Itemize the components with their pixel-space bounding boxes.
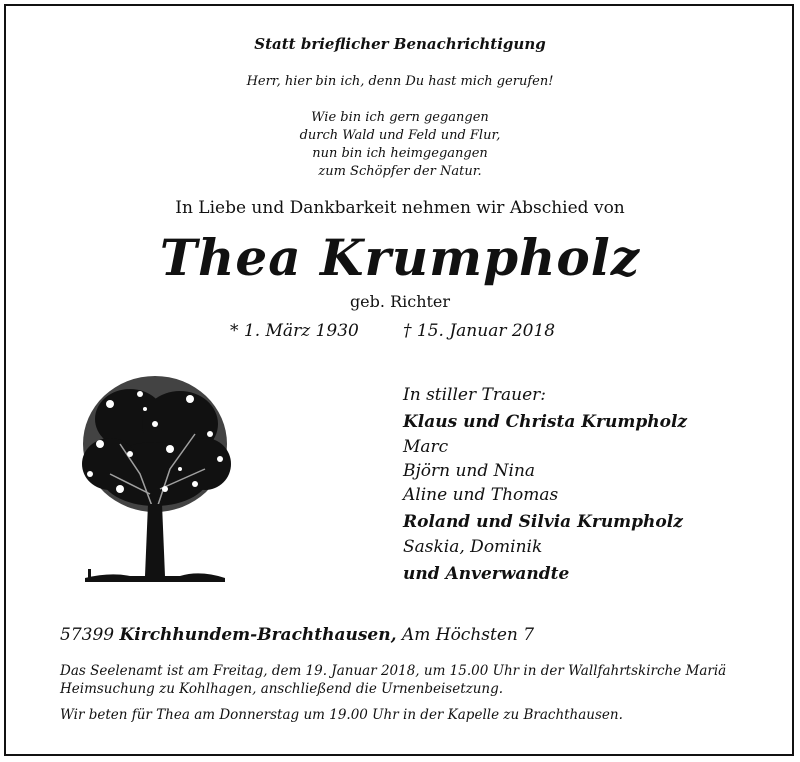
relatives-line: und Anverwandte xyxy=(403,564,570,584)
address-street: Am Höchsten 7 xyxy=(401,625,535,645)
mass-notice: Das Seelenamt ist am Freitag, dem 19. Januar 2018, um 15.00 Uhr in der Wallfahrtskirche Mariä Heimsuchung zu Kohlhagen, anschließend die Urnenbeisetzung. xyxy=(60,663,727,697)
family-member: Aline und Thomas xyxy=(403,485,559,505)
verse-stanza-line: durch Wald und Feld und Flur, xyxy=(299,128,501,143)
farewell-intro: In Liebe und Dankbarkeit nehmen wir Abschied von xyxy=(175,198,625,218)
verse-stanza xyxy=(0,109,800,181)
family-member: Björn und Nina xyxy=(403,461,536,481)
mourners-intro: In stiller Trauer: xyxy=(403,385,546,405)
verse-stanza-line: zum Schöpfer der Natur. xyxy=(318,164,482,179)
address-city: Kirchhundem-Brachthausen, xyxy=(119,625,397,645)
deceased-name: Thea Krumpholz xyxy=(159,228,641,287)
tree-icon xyxy=(70,364,240,586)
maiden-name: geb. Richter xyxy=(349,292,451,311)
address-line xyxy=(60,625,534,645)
birth-date: * 1. März 1930 xyxy=(230,321,359,341)
notice-header: Statt brieflicher Benachrichtigung xyxy=(254,35,546,53)
verse-stanza-line: nun bin ich heimgegangen xyxy=(312,146,488,161)
family-name: Klaus und Christa Krumpholz xyxy=(403,412,688,432)
mourners-block xyxy=(403,383,687,587)
family-name: Roland und Silvia Krumpholz xyxy=(403,512,683,532)
verse-stanza-line: Wie bin ich gern gegangen xyxy=(311,110,489,125)
family-member: Saskia, Dominik xyxy=(403,537,543,557)
address-zip: 57399 xyxy=(60,625,115,645)
prayer-notice: Wir beten für Thea am Donnerstag um 19.00 Uhr in der Kapelle zu Brachthausen. xyxy=(60,707,623,723)
death-date: † 15. Januar 2018 xyxy=(403,321,556,341)
family-member: Marc xyxy=(403,437,449,457)
verse-line: Herr, hier bin ich, denn Du hast mich gerufen! xyxy=(246,74,554,89)
